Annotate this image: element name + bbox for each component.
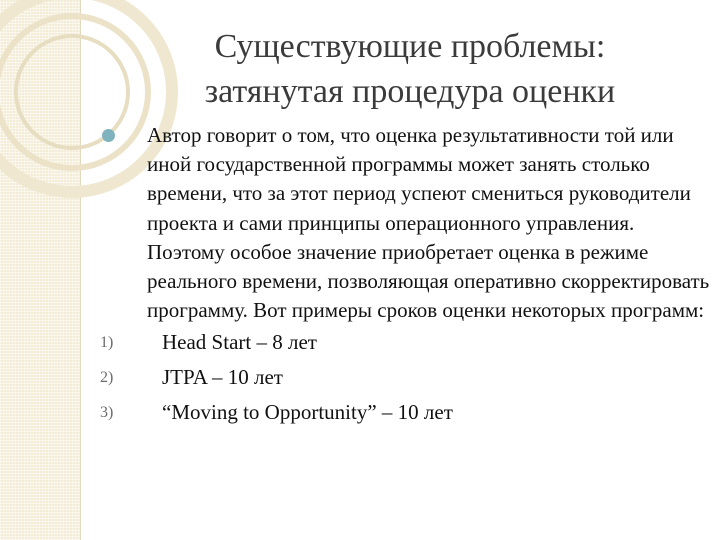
list-item-text: Head Start – 8 лет — [162, 330, 317, 355]
list-marker: 2) — [100, 369, 114, 387]
list-item — [100, 395, 712, 430]
numbered-list — [100, 325, 712, 430]
list-marker: 3) — [100, 404, 114, 422]
list-item-text: JTPA – 10 лет — [162, 365, 283, 390]
list-item — [100, 325, 712, 360]
bullet-item — [100, 121, 712, 325]
list-marker: 1) — [100, 334, 114, 352]
slide-content — [100, 121, 712, 430]
list-item-text: “Moving to Opportunity” – 10 лет — [162, 400, 453, 425]
slide-title — [130, 24, 690, 114]
list-item — [100, 360, 712, 395]
title-line-2: затянутая процедура оценки — [204, 73, 616, 110]
bullet-paragraph: Автор говорит о том, что оценка результативности той или иной государственной программы может занять столько времени, что за этот период успеют смениться руководители проекта и сами принципы операционного управления. Поэтому особое значение приобретает оценка в режиме реального времени, позволяющая оперативно скорректировать программу. Вот примеры сроков оценки некоторых программ: — [147, 123, 710, 323]
circle-bullet-icon — [102, 129, 115, 142]
title-line-1: Существующие проблемы: — [214, 28, 606, 65]
